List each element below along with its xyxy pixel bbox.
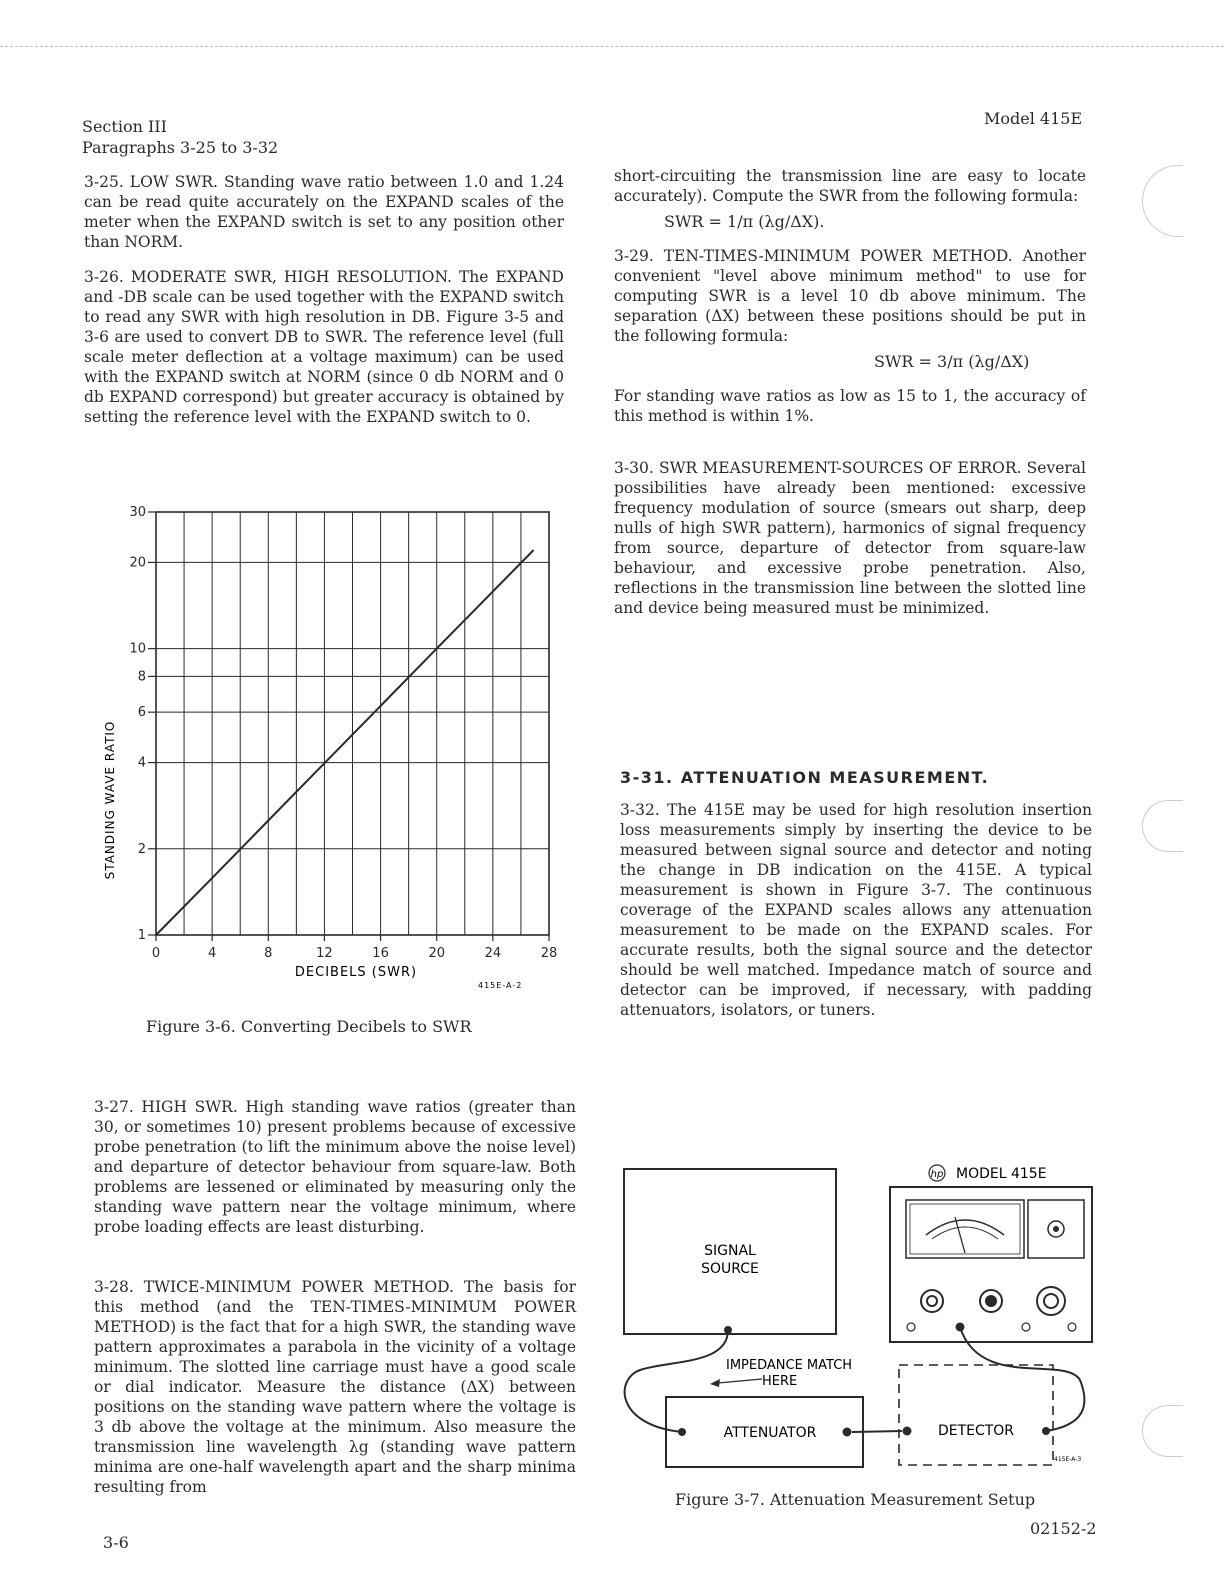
chart-y-tick-label: 10: [129, 641, 146, 657]
detector-box: [899, 1365, 1053, 1465]
source-to-attenuator-cable: [625, 1330, 728, 1432]
left-column-bottom: [94, 1097, 576, 1512]
range-knob-icon: [921, 1290, 943, 1312]
model-label: Model 415E: [984, 109, 1083, 128]
chart-y-tick-label: 8: [137, 669, 146, 685]
chart-y-tick-label: 1: [137, 928, 146, 943]
chart-x-tick-label: 24: [484, 946, 502, 961]
chart-y-tick-label: 6: [137, 705, 146, 721]
paragraph-3-28: 3-28. TWICE-MINIMUM POWER METHOD. The basis for this method (and the TEN-TIMES-MINIMUM POWER METHOD) is the fact that for a high SWR, the standing wave pattern approximates a parabola in the vicinity of a voltage minimum. The slotted line carriage must have a good scale or dial indicator. Measure the distance (ΔX) between positions on the standing wave pattern where the voltage is 3 db above the voltage at the minimum. Also measure the transmission line wavelength λg (standing wave pattern minima are one-half wavelength apart and the sharp minima resulting from: [94, 1278, 576, 1496]
paragraph-3-32: 3-32. The 415E may be used for high resolution insertion loss measurements simply by inserting the device to be measured between signal source and detector and noting the change in DB indication on the 415E. A typical measurement is shown in Figure 3-7. The continuous coverage of the EXPAND scales allows any attenuation measurement to be made on the EXPAND scales. For accurate results, both the signal source and the detector should be well matched. Impedance match of source and detector can be improved, if necessary, with padding attenuators, isolators, or tuners.: [620, 801, 1092, 1019]
impedance-note-line-1: IMPEDANCE MATCH: [726, 1358, 853, 1373]
paragraph-3-29: 3-29. TEN-TIMES-MINIMUM POWER METHOD. Another convenient "level above minimum method" to use for computing SWR is a level 10 db above minimum. The separation (ΔX) between these positions should be put in the following formula:: [614, 247, 1086, 345]
formula-twice-minimum: SWR = 1/π (λg/ΔX).: [664, 212, 825, 231]
chart-x-tick-label: 12: [316, 946, 333, 961]
right-column-bottom: [620, 800, 1092, 1035]
chart-y-tick-label: 2: [137, 841, 146, 857]
paragraph-3-27: 3-27. HIGH SWR. High standing wave ratios (greater than 30, or sometimes 10) present problems because of excessive probe penetration (to lift the minimum above the noise level) and departure of detector behaviour from square-law. Both problems are lessened or eliminated by measuring only the standing wave pattern near the voltage minimum, where probe loading effects are least disturbing.: [94, 1098, 576, 1236]
expand-knob-icon: [1037, 1287, 1065, 1315]
meter-face-inner: [910, 1204, 1020, 1254]
heading-3-31: 3-31. ATTENUATION MEASUREMENT.: [620, 768, 990, 787]
panel-knob-top-center: [1053, 1226, 1059, 1232]
attenuator-label: ATTENUATOR: [723, 1425, 817, 1441]
top-rule: [0, 46, 1224, 47]
signal-source-label-2: SOURCE: [701, 1261, 759, 1277]
jack-4-icon: [1068, 1323, 1076, 1331]
paragraph-3-28-continued: short-circuiting the transmission line are easy to locate accurately). Compute the SWR from the following formula:: [614, 167, 1086, 205]
document-number: 02152-2: [1030, 1519, 1097, 1538]
arrow-head-icon: [710, 1379, 720, 1387]
binder-hole-middle: [1142, 800, 1183, 852]
chart-x-tick-label: 16: [372, 946, 389, 961]
expand-knob-center: [1044, 1294, 1058, 1308]
meter-case: [890, 1187, 1092, 1342]
binder-hole-bottom: [1142, 1405, 1183, 1457]
paragraphs-label: Paragraphs 3-25 to 3-32: [82, 138, 279, 157]
right-column-top: [614, 166, 1086, 633]
x-axis-label: DECIBELS (SWR): [294, 965, 418, 980]
jack-1-icon: [907, 1323, 915, 1331]
attenuation-setup-diagram: [610, 1155, 1100, 1475]
figure-3-7-caption: Figure 3-7. Attenuation Measurement Setup: [675, 1490, 1036, 1509]
detector-label: DETECTOR: [937, 1423, 1015, 1439]
section-label: Section III: [82, 117, 167, 136]
meter-face: [906, 1200, 1024, 1258]
paragraph-3-29-accuracy: For standing wave ratios as low as 15 to 1, the accuracy of this method is within 1%.: [614, 387, 1086, 425]
chart-y-tick-label: 30: [129, 505, 146, 520]
chart-code: 415E-A-2: [478, 981, 523, 990]
chart-x-tick-label: 28: [540, 946, 558, 961]
detector-code: 415E-A-3: [1054, 1456, 1082, 1463]
y-axis-label: STANDING WAVE RATIO: [103, 720, 117, 880]
chart-x-tick-label: 20: [428, 946, 445, 961]
gain-knob-center: [985, 1295, 997, 1307]
chart-y-tick-label: 20: [129, 555, 146, 571]
range-knob-center: [927, 1296, 937, 1306]
paragraph-3-26: 3-26. MODERATE SWR, HIGH RESOLUTION. The EXPAND and -DB scale can be used together with the EXPAND switch to read any SWR with high resolution in DB. Figure 3-5 and 3-6 are used to convert DB to SWR. The reference level (full scale meter deflection at a voltage maximum) can be used with the EXPAND switch at NORM (since 0 db NORM and 0 db EXPAND correspond) but greater accuracy is obtained by setting the reference level with the EXPAND switch to 0.: [84, 268, 564, 426]
chart-x-tick-label: 0: [151, 946, 161, 961]
left-column-top: [84, 172, 564, 442]
page-number: 3-6: [103, 1533, 129, 1552]
figure-3-6-caption: Figure 3-6. Converting Decibels to SWR: [146, 1017, 472, 1036]
detector-input-connector: [903, 1427, 912, 1436]
meter-needle: [955, 1217, 965, 1253]
swr-chart: [96, 500, 576, 1000]
hp-logo-icon: hp: [930, 1169, 944, 1180]
signal-source-label-1: SIGNAL: [704, 1243, 756, 1259]
impedance-note-line-2: HERE: [762, 1374, 798, 1389]
binder-hole-top: [1142, 165, 1183, 237]
paragraph-3-30: 3-30. SWR MEASUREMENT-SOURCES OF ERROR. Several possibilities have already been mentioned: excessive frequency modulation of source (smears out sharp, deep nulls of high SWR pattern), harmonics of signal frequency from source, departure of detector from square-law behaviour, and excessive probe penetration. Also, reflections in the transmission line between the slotted line and device being measured must be minimized.: [614, 459, 1086, 617]
formula-ten-times-minimum: SWR = 3/π (λg/ΔX): [874, 352, 1030, 371]
meter-scale-arc-inner: [932, 1227, 998, 1239]
jack-3-icon: [1022, 1323, 1030, 1331]
chart-x-tick-label: 8: [264, 946, 273, 961]
chart-y-tick-label: 4: [137, 755, 146, 771]
model-415e-label: MODEL 415E: [956, 1166, 1047, 1182]
impedance-note-arrow: [718, 1379, 762, 1383]
chart-x-tick-label: 4: [208, 946, 217, 961]
attenuator-output-connector: [843, 1428, 852, 1437]
paragraph-3-25: 3-25. LOW SWR. Standing wave ratio between 1.0 and 1.24 can be read quite accurately on the EXPAND scales of the meter when the EXPAND switch is set to any position other than NORM.: [84, 173, 564, 251]
attenuator-detector-link: [852, 1431, 902, 1432]
